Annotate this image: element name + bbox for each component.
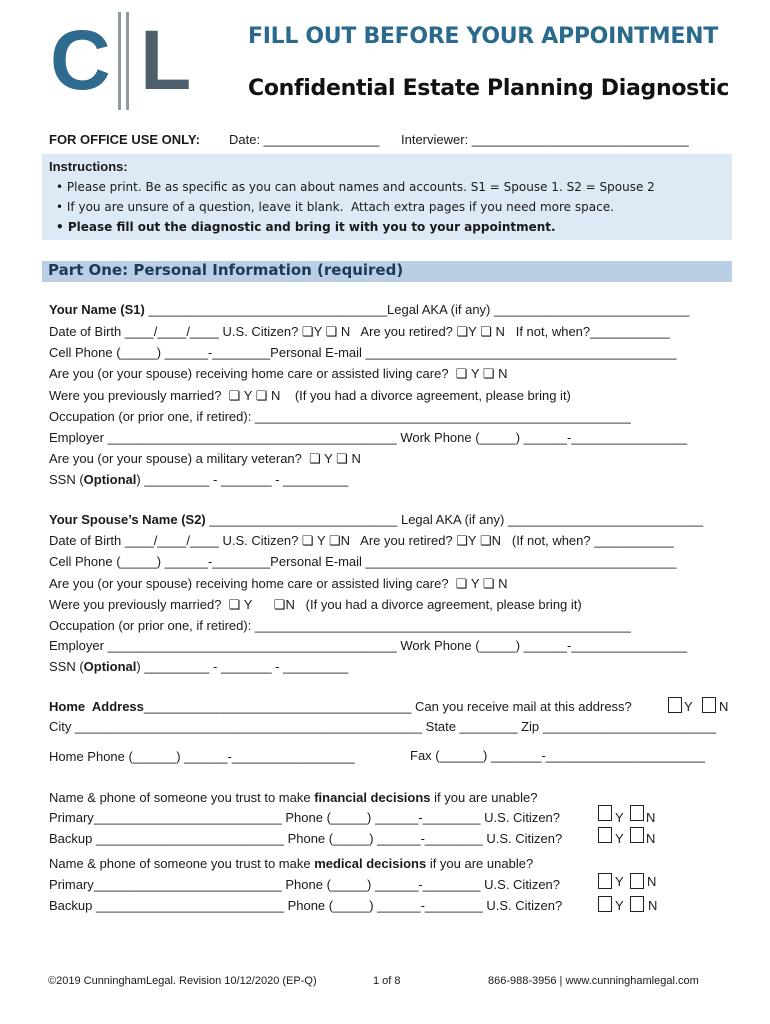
s1-married-line[interactable]: Were you previously married? ❏ Y ❏ N (If you had a divorce agreement, please bring it) [49,388,571,403]
logo-divider [126,12,129,110]
office-date-field[interactable]: Date: ________________ [229,132,380,147]
ssn-blanks[interactable]: ) _________ - _______ - _________ [136,472,349,487]
ssn-optional: Optional [83,659,137,674]
section-header [42,261,732,282]
office-interviewer-field[interactable]: Interviewer: ______________________________ [401,132,689,147]
instructions-box [42,154,732,240]
s2-care-line[interactable]: Are you (or your spouse) receiving home care or assisted living care? ❏ Y ❏ N [49,576,508,591]
s1-name-field[interactable] [49,302,689,318]
medical-prompt-bold: medical decisions [314,856,427,871]
s1-ssn-line[interactable] [49,472,348,488]
financial-backup-no-checkbox[interactable] [630,827,644,843]
medical-primary-yes-checkbox[interactable] [598,873,612,889]
checkbox-n-label: N [646,831,656,846]
instruction-bullet: • Please fill out the diagnostic and bring it with you to your appointment. [56,220,556,234]
checkbox-n-label: N [647,874,657,889]
s2-dob-line[interactable]: Date of Birth ____/____/____ U.S. Citizen? ❏ Y ❏N Are you retired? ❏Y ❏N (If not, when? ___________ [49,533,674,548]
s1-name-label: Your Name (S1) [49,302,145,317]
fax-line[interactable]: Fax (______) _______-______________________ [410,748,705,763]
office-use-label: FOR OFFICE USE ONLY: [49,132,200,147]
s1-dob-line[interactable]: Date of Birth ____/____/____ U.S. Citizen? ❏Y ❏ N Are you retired? ❏Y ❏ N If not, when?___________ [49,324,670,339]
s2-married-line[interactable]: Were you previously married? ❏ Y ❏N (If you had a divorce agreement, please bring it) [49,597,582,612]
page-title: FILL OUT BEFORE YOUR APPOINTMENT [248,24,718,49]
logo-divider [118,12,121,110]
ssn-optional: Optional [83,472,137,487]
ssn-prefix: SSN ( [49,659,84,674]
mail-no-checkbox[interactable] [702,697,716,713]
section-title: Part One: Personal Information (required) [48,261,404,279]
s2-name-field[interactable] [49,512,703,528]
medical-prompt-end: if you are unable? [426,856,534,871]
home-address-line[interactable] [49,699,632,715]
checkbox-y-label: Y [615,898,624,913]
financial-prompt-bold: financial decisions [314,790,431,805]
instruction-bullet: • Please print. Be as specific as you can about names and accounts. S1 = Spouse 1. S2 = Spouse 2 [56,180,655,194]
s2-name-label: Your Spouse’s Name (S2) [49,512,206,527]
s1-employer-line[interactable]: Employer ________________________________________ Work Phone (_____) ______-________________ [49,430,688,445]
medical-primary-no-checkbox[interactable] [630,873,644,889]
s2-employer-line[interactable]: Employer ________________________________________ Work Phone (_____) ______-________________ [49,638,688,653]
checkbox-y-label: Y [615,810,624,825]
medical-prompt-text: Name & phone of someone you trust to make [49,856,315,871]
s1-cell-line[interactable]: Cell Phone (_____) ______-________Personal E-mail ___________________________________________ [49,345,677,360]
financial-backup-yes-checkbox[interactable] [598,827,612,843]
instructions-title: Instructions: [49,159,128,174]
medical-backup-line[interactable]: Backup __________________________ Phone (_____) ______-________ U.S. Citizen? [49,898,563,913]
s1-name-line[interactable]: _________________________________Legal AKA (if any) ___________________________ [144,302,690,317]
home-address-label: Home Address [49,699,144,714]
mail-no-label: N [719,699,729,714]
financial-primary-line[interactable]: Primary__________________________ Phone (_____) ______-________ U.S. Citizen? [49,810,561,825]
financial-primary-yes-checkbox[interactable] [598,805,612,821]
financial-backup-line[interactable]: Backup __________________________ Phone (_____) ______-________ U.S. Citizen? [49,831,563,846]
instruction-bullet: • If you are unsure of a question, leave it blank. Attach extra pages if you need more space. [56,200,614,214]
home-address-field[interactable]: _____________________________________ Can you receive mail at this address? [143,699,632,714]
financial-primary-no-checkbox[interactable] [630,805,644,821]
home-phone-line[interactable]: Home Phone (______) ______-_________________ [49,749,355,764]
financial-prompt-end: if you are unable? [430,790,538,805]
footer-page-number: 1 of 8 [373,975,401,987]
s2-cell-line[interactable]: Cell Phone (_____) ______-________Personal E-mail ___________________________________________ [49,554,677,569]
s1-veteran-line[interactable]: Are you (or your spouse) a military veteran? ❏ Y ❏ N [49,451,361,466]
medical-prompt [49,856,533,872]
checkbox-y-label: Y [615,831,624,846]
s1-care-line[interactable]: Are you (or your spouse) receiving home care or assisted living care? ❏ Y ❏ N [49,366,508,381]
ssn-blanks[interactable]: ) _________ - _______ - _________ [136,659,349,674]
page-subtitle: Confidential Estate Planning Diagnostic [248,76,730,101]
footer-contact: 866-988-3956 | www.cunninghamlegal.com [488,975,699,987]
medical-backup-no-checkbox[interactable] [630,896,644,912]
city-state-zip-line[interactable]: City ________________________________________________ State ________ Zip ________________________ [49,719,717,734]
s2-name-line[interactable]: __________________________ Legal AKA (if any) ___________________________ [205,512,704,527]
checkbox-n-label: N [648,898,658,913]
ssn-prefix: SSN ( [49,472,84,487]
checkbox-y-label: Y [615,874,624,889]
s2-ssn-line[interactable] [49,659,348,675]
medical-backup-yes-checkbox[interactable] [598,896,612,912]
logo-letter-l: L [140,13,192,107]
financial-prompt-text: Name & phone of someone you trust to make [49,790,315,805]
footer-copyright: ©2019 CunninghamLegal. Revision 10/12/2020 (EP-Q) [48,975,317,987]
s1-occupation-line[interactable]: Occupation (or prior one, if retired): ____________________________________________________ [49,409,631,424]
financial-prompt [49,790,538,806]
medical-primary-line[interactable]: Primary__________________________ Phone (_____) ______-________ U.S. Citizen? [49,877,561,892]
s2-occupation-line[interactable]: Occupation (or prior one, if retired): ____________________________________________________ [49,618,631,633]
checkbox-n-label: N [646,810,656,825]
mail-yes-checkbox[interactable] [668,697,682,713]
logo-letter-c: C [50,13,111,107]
mail-yes-label: Y [684,699,693,714]
